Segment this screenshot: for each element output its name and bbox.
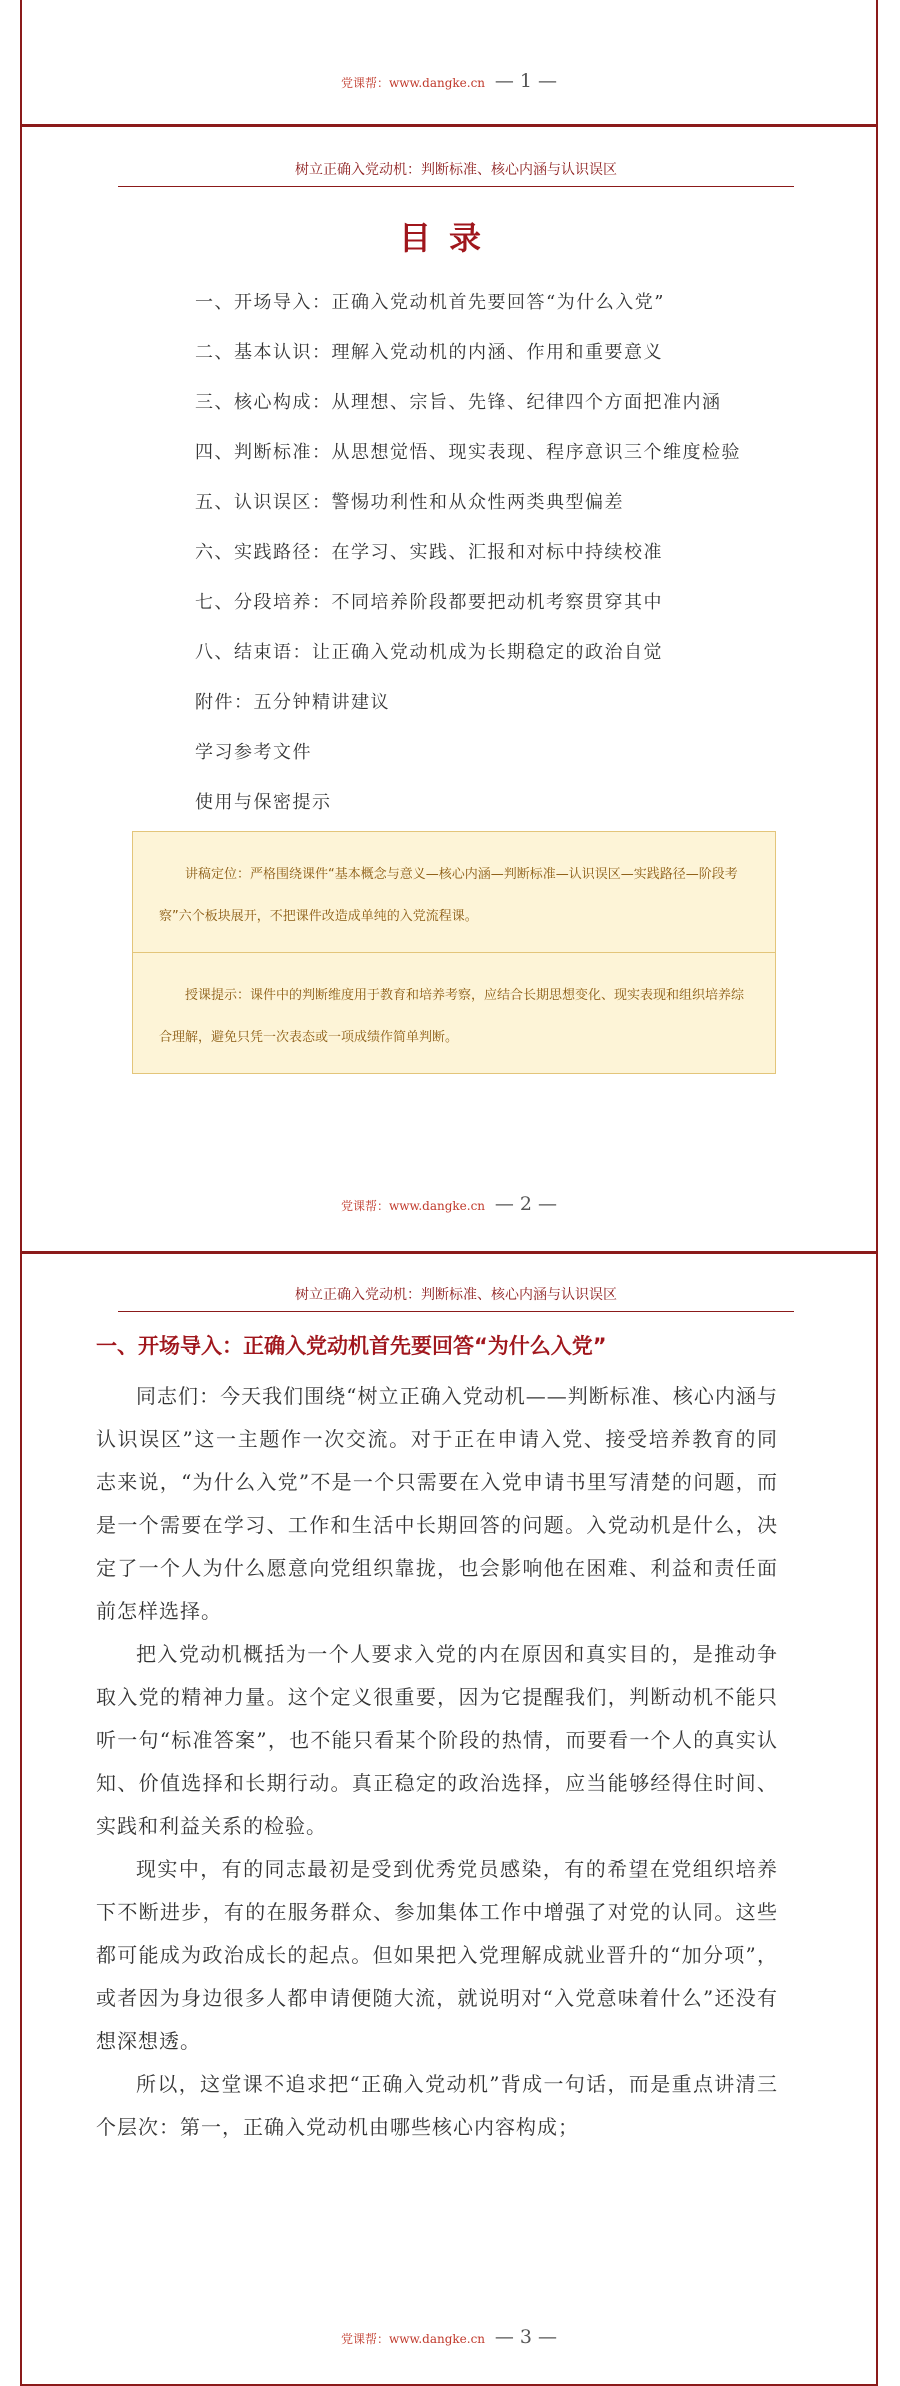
- footer-page-number: — 3 —: [494, 2326, 558, 2348]
- toc-item[interactable]: 三、核心构成：从理想、宗旨、先锋、纪律四个方面把准内涵: [195, 392, 722, 413]
- page-1: [20, 0, 878, 126]
- toc-item[interactable]: 二、基本认识：理解入党动机的内涵、作用和重要意义: [195, 342, 663, 363]
- note-positioning: 讲稿定位：严格围绕课件“基本概念与意义—核心内涵—判断标准—认识误区—实践路径—阶段考察”六个板块展开，不把课件改造成单纯的入党流程课。: [159, 867, 738, 924]
- lecture-note-box: [132, 831, 776, 1074]
- table-of-contents: [195, 278, 741, 828]
- page-2: [20, 127, 878, 1254]
- footer-site: 党课帮：www.dangke.cn: [340, 2332, 486, 2346]
- footer-site: 党课帮：www.dangke.cn: [340, 1199, 486, 1213]
- section-body: [96, 1375, 778, 2149]
- footer-page-number: — 2 —: [494, 1193, 558, 1215]
- toc-title: 目录: [398, 219, 499, 257]
- body-paragraph: 现实中，有的同志最初是受到优秀党员感染，有的希望在党组织培养下不断进步，有的在服务群众、参加集体工作中增强了对党的认同。这些都可能成为政治成长的起点。但如果把入党理解成就业晋升的“加分项”，或者因为身边很多人都申请便随大流，就说明对“入党意味着什么”还没有想深想透。: [96, 1857, 778, 2053]
- page-footer: [22, 1193, 876, 1215]
- toc-item[interactable]: 一、开场导入：正确入党动机首先要回答“为什么入党”: [195, 292, 665, 313]
- footer-site: 党课帮：www.dangke.cn: [340, 76, 486, 90]
- body-paragraph: 所以，这堂课不追求把“正确入党动机”背成一句话，而是重点讲清三个层次：第一，正确入党动机由哪些核心内容构成；: [96, 2072, 778, 2139]
- toc-item[interactable]: 使用与保密提示: [195, 792, 332, 813]
- body-paragraph: 同志们：今天我们围绕“树立正确入党动机——判断标准、核心内涵与认识误区”这一主题作一次交流。对于正在申请入党、接受培养教育的同志来说，“为什么入党”不是一个只需要在入党申请书里写清楚的问题，而是一个需要在学习、工作和生活中长期回答的问题。入党动机是什么，决定了一个人为什么愿意向党组织靠拢，也会影响他在困难、利益和责任面前怎样选择。: [96, 1384, 778, 1623]
- body-paragraph: 把入党动机概括为一个人要求入党的内在原因和真实目的，是推动争取入党的精神力量。这个定义很重要，因为它提醒我们，判断动机不能只听一句“标准答案”，也不能只看某个阶段的热情，而要看一个人的真实认知、价值选择和长期行动。真正稳定的政治选择，应当能够经得住时间、实践和利益关系的检验。: [96, 1642, 778, 1838]
- toc-item[interactable]: 六、实践路径：在学习、实践、汇报和对标中持续校准: [195, 542, 663, 563]
- running-header: 树立正确入党动机：判断标准、核心内涵与认识误区: [118, 159, 794, 187]
- footer-page-number: — 1 —: [494, 70, 558, 92]
- toc-item[interactable]: 七、分段培养：不同培养阶段都要把动机考察贯穿其中: [195, 592, 663, 613]
- toc-item[interactable]: 四、判断标准：从思想觉悟、现实表现、程序意识三个维度检验: [195, 442, 741, 463]
- toc-item[interactable]: 五、认识误区：警惕功利性和从众性两类典型偏差: [195, 492, 624, 513]
- page-footer: [22, 70, 876, 92]
- running-header: 树立正确入党动机：判断标准、核心内涵与认识误区: [118, 1284, 794, 1312]
- toc-item[interactable]: 附件：五分钟精讲建议: [195, 692, 390, 713]
- toc-item[interactable]: 八、结束语：让正确入党动机成为长期稳定的政治自觉: [195, 642, 663, 663]
- note-teaching-tip: 授课提示：课件中的判断维度用于教育和培养考察，应结合长期思想变化、现实表现和组织培养综合理解，避免只凭一次表态或一项成绩作简单判断。: [133, 952, 775, 1073]
- toc-item[interactable]: 学习参考文件: [195, 742, 312, 763]
- section-heading: 一、开场导入：正确入党动机首先要回答“为什么入党”: [96, 1334, 607, 1358]
- page-footer: [22, 2326, 876, 2348]
